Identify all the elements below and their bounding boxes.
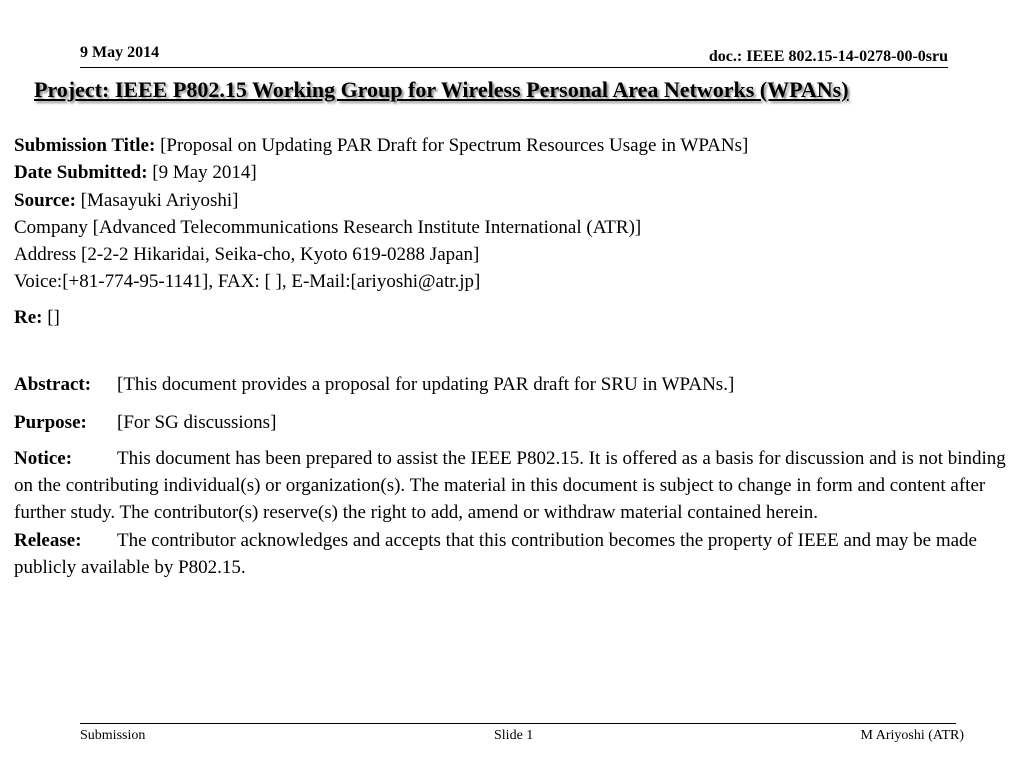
submission-title-value: [Proposal on Updating PAR Draft for Spectrum Resources Usage in WPANs] [155, 135, 749, 156]
date-submitted-label: Date Submitted: [14, 162, 148, 184]
purpose-row [14, 409, 1006, 436]
header-date: 9 May 2014 [80, 44, 160, 61]
abstract-value: [This document provides a proposal for updating PAR draft for SRU in WPANs.] [117, 374, 735, 396]
release-paragraph [14, 527, 1006, 582]
release-text: The contributor acknowledges and accepts that this contribution becomes the property of IEEE and may be made publicly available by P802.15. [14, 529, 977, 578]
notice-label: Notice: [14, 447, 73, 469]
abstract-row [14, 371, 1006, 398]
notice-text: This document has been prepared to assist the IEEE P802.15. It is offered as a basis for discussion and is not binding on the contributing individual(s) or organization(s). The material in this document is subject to change in form and content after further study. The contributor(s) reserve(s) the right to add, amend or withdraw material contained herein. [14, 447, 1006, 524]
re-value: [] [42, 306, 60, 328]
footer-submission: Submission [80, 728, 146, 743]
header-divider [80, 67, 948, 68]
company-row: Company [Advanced Telecommunications Research Institute International (ATR)] [14, 216, 642, 238]
page-title: Project: IEEE P802.15 Working Group for Wireless Personal Area Networks (WPANs) [34, 77, 849, 102]
footer-author: M Ariyoshi (ATR) [860, 728, 964, 743]
source-label: Source: [14, 189, 76, 211]
submission-details [14, 132, 1006, 581]
re-label: Re: [14, 306, 43, 328]
date-submitted-value: [9 May 2014] [147, 162, 257, 184]
submission-title-label: Submission Title: [14, 135, 156, 156]
re-row [14, 304, 1006, 331]
source-row [14, 187, 1006, 214]
date-submitted-row [14, 159, 1006, 186]
release-label: Release: [14, 529, 82, 551]
contact-row: Voice:[+81-774-95-1141], FAX: [ ], E-Mail:[ariyoshi@atr.jp] [14, 271, 481, 293]
purpose-label: Purpose: [14, 412, 87, 434]
notice-paragraph [14, 445, 1006, 527]
header-doc-id: doc.: IEEE 802.15-14-0278-00-0sru [708, 48, 948, 65]
submission-title-row [14, 132, 1006, 159]
address-row: Address [2-2-2 Hikaridai, Seika-cho, Kyoto 619-0288 Japan] [14, 244, 480, 266]
footer-slide-number: Slide 1 [494, 728, 534, 743]
purpose-value: [For SG discussions] [117, 412, 277, 434]
footer-divider [80, 723, 956, 724]
abstract-label: Abstract: [14, 374, 92, 396]
source-value: [Masayuki Ariyoshi] [75, 189, 239, 211]
